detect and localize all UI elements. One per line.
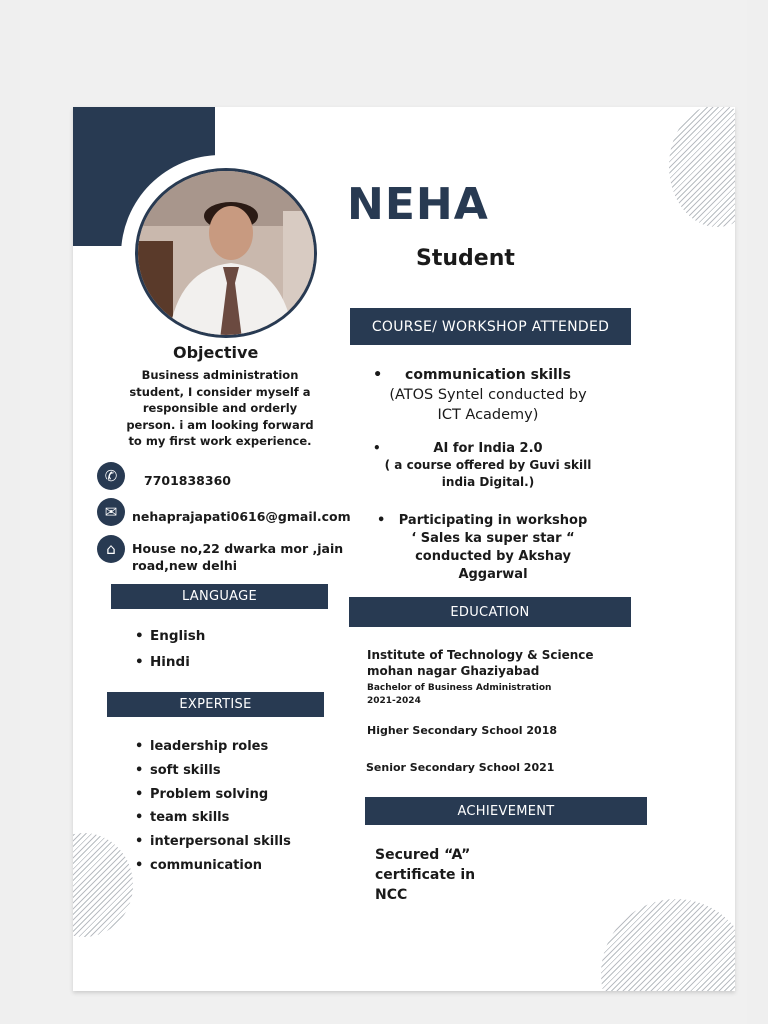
- language-item: • English: [135, 623, 205, 649]
- language-header: LANGUAGE: [111, 584, 328, 609]
- course-detail: Aggarwal: [458, 567, 528, 582]
- expertise-item: • interpersonal skills: [135, 830, 291, 854]
- hatched-circle-decoration: [601, 899, 735, 991]
- course-detail: ‘ Sales ka super star “: [411, 531, 575, 546]
- achievement-text: [375, 845, 475, 905]
- higher-secondary: Higher Secondary School 2018: [367, 724, 558, 737]
- objective-title: Objective: [173, 343, 259, 362]
- institute-line-1: Institute of Technology & Science: [367, 648, 594, 662]
- degree-name: Bachelor of Business Administration: [367, 683, 552, 693]
- achievement-line: certificate in: [375, 867, 476, 883]
- expertise-item: • leadership roles: [135, 735, 291, 759]
- achievement-line: Secured “A”: [375, 847, 471, 863]
- email-address: nehaprajapati0616@gmail.com: [132, 509, 351, 524]
- profile-photo: [135, 168, 317, 338]
- expertise-item: • communication: [135, 854, 291, 878]
- hatched-circle-decoration: [669, 107, 735, 227]
- expertise-item: • Problem solving: [135, 783, 291, 807]
- candidate-role: Student: [416, 246, 515, 271]
- degree-years: 2021-2024: [367, 696, 421, 706]
- expertise-item: • soft skills: [135, 759, 291, 783]
- achievement-line: NCC: [375, 887, 408, 903]
- achievement-header: ACHIEVEMENT: [365, 797, 647, 825]
- resume-page: [73, 107, 735, 991]
- course-title: AI for India 2.0: [433, 441, 543, 456]
- course-detail: ( a course offered by Guvi skill: [384, 458, 592, 472]
- course-title: communication skills: [405, 367, 571, 383]
- expertise-list: [135, 735, 291, 878]
- candidate-name: NEHA: [347, 179, 489, 230]
- course-item: • AI for India 2.0 ( a course offered by Guvi skill india Digital.): [363, 440, 613, 491]
- home-icon: ⌂: [97, 535, 125, 563]
- objective-text: Business administration student, I consider myself a responsible and orderly person. i am looking forward to my first work experience.: [126, 368, 314, 448]
- course-detail: ICT Academy): [437, 407, 539, 423]
- expertise-header: EXPERTISE: [107, 692, 324, 717]
- address-line-2: road,new delhi: [132, 558, 238, 573]
- address-line-1: House no,22 dwarka mor ,jain: [132, 541, 344, 556]
- phone-number: 7701838360: [144, 473, 231, 488]
- document-viewer: [20, 0, 747, 1024]
- language-list: [135, 623, 205, 675]
- senior-secondary: Senior Secondary School 2021: [366, 761, 555, 774]
- institute-line-2: mohan nagar Ghaziyabad: [367, 664, 540, 678]
- course-item: • Participating in workshop ‘ Sales ka super star “ conducted by Akshay Aggarwal: [373, 512, 613, 584]
- course-detail: conducted by Akshay: [415, 549, 571, 564]
- language-item: • Hindi: [135, 649, 205, 675]
- person-portrait-icon: [138, 171, 317, 338]
- course-title: Participating in workshop: [398, 513, 588, 528]
- mail-icon: ✉: [97, 498, 125, 526]
- course-header: COURSE/ WORKSHOP ATTENDED: [350, 308, 631, 345]
- phone-icon: ✆: [97, 462, 125, 490]
- hatched-circle-decoration: [73, 833, 133, 937]
- course-detail: (ATOS Syntel conducted by: [389, 387, 587, 403]
- course-detail: india Digital.): [441, 475, 535, 489]
- education-header: EDUCATION: [349, 597, 631, 627]
- course-item: • communication skills (ATOS Syntel conducted by ICT Academy): [363, 365, 613, 425]
- expertise-item: • team skills: [135, 806, 291, 830]
